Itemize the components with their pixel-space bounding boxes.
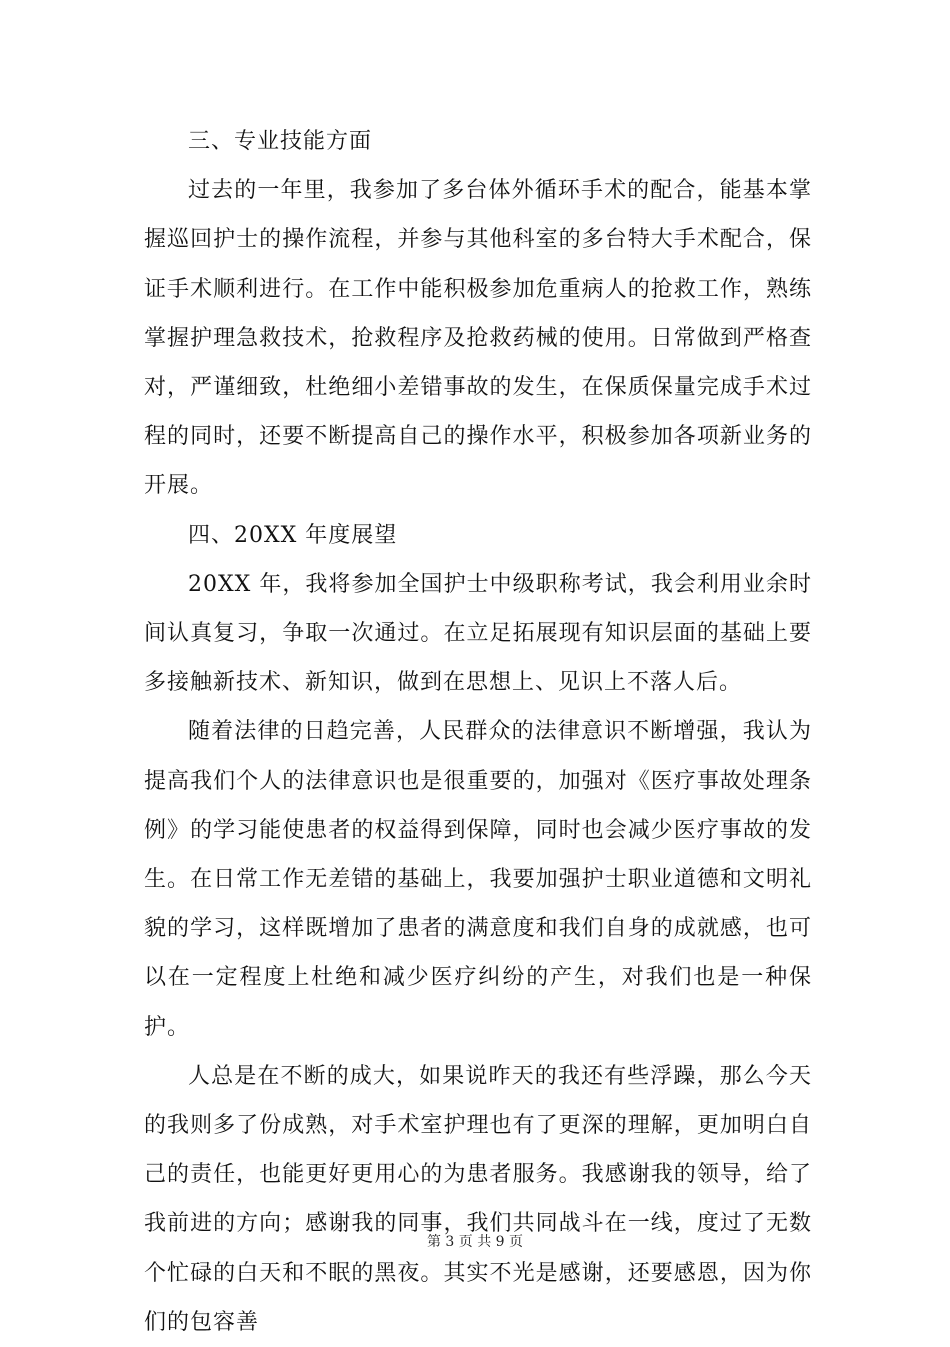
section-heading-skills: 三、专业技能方面 — [188, 129, 373, 154]
paragraph-gratitude: 人总是在不断的成大，如果说昨天的我还有些浮躁，那么今天的我则多了份成熟，对手术室护理也有了更深的理解，更加明白自己的责任，也能更好更用心的为患者服务。我感谢我的领导，给了我前进的方向；感谢我的同事，我们共同战斗在一线，度过了无数个忙碌的白天和不眠的黑夜。其实不光是感谢，还要感恩，因为你们的包容善 — [144, 1063, 812, 1335]
document-body — [144, 117, 812, 1347]
paragraph-exam-plan: 20XX 年，我将参加全国护士中级职称考试，我会利用业余时间认真复习，争取一次通过。在立足拓展现有知识层面的基础上要多接触新技术、新知识，做到在思想上、见识上不落人后。 — [144, 571, 812, 696]
paragraph-skills: 过去的一年里，我参加了多台体外循环手术的配合，能基本掌握巡回护士的操作流程，并参与其他科室的多台特大手术配合，保证手术顺利进行。在工作中能积极参加危重病人的抢救工作，熟练掌握护理急救技术，抢救程序及抢救药械的使用。日常做到严格查对，严谨细致，杜绝细小差错事故的发生，在保质保量完成手术过程的同时，还要不断提高自己的操作水平，积极参加各项新业务的开展。 — [144, 178, 812, 499]
section-heading-outlook: 四、20XX 年度展望 — [188, 522, 398, 548]
paragraph-legal-awareness: 随着法律的日趋完善，人民群众的法律意识不断增强，我认为提高我们个人的法律意识也是很重要的，加强对《医疗事故处理条例》的学习能使患者的权益得到保障，同时也会减少医疗事故的发生。在日常工作无差错的基础上，我要加强护士职业道德和文明礼貌的学习，这样既增加了患者的满意度和我们自身的成就感，也可以在一定程度上杜绝和减少医疗纠纷的产生，对我们也是一种保护。 — [144, 719, 812, 1040]
page-number-footer: 第 3 页 共 9 页 — [426, 1234, 524, 1250]
